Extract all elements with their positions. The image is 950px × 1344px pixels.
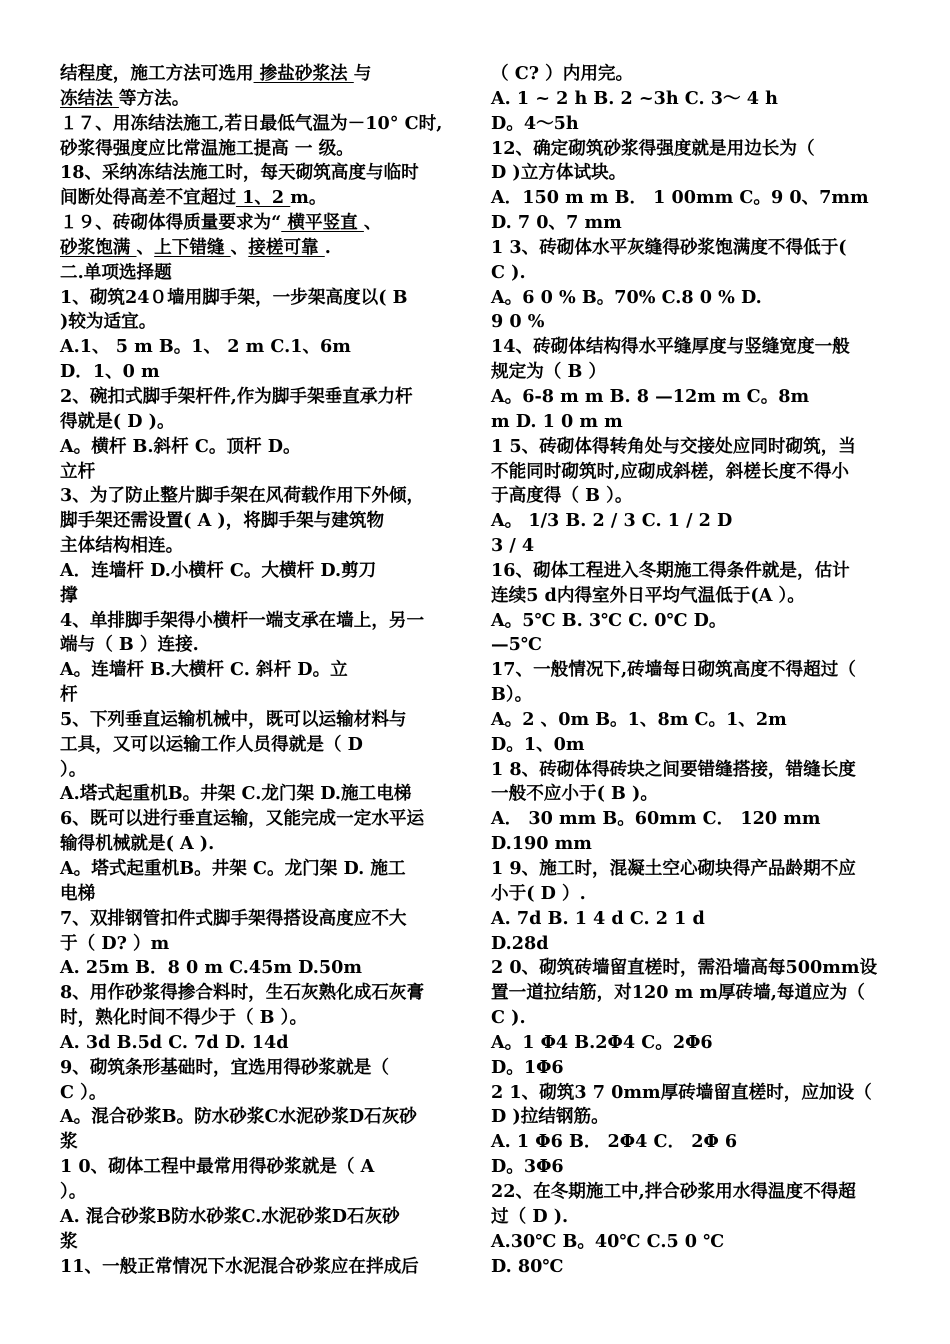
right-text-line [491, 335, 901, 360]
left-text-line [60, 683, 460, 708]
text-segment: 连续5 d内得室外日平均气温低于(A ）。 [491, 584, 805, 606]
text-segment: 22、在冬期施工中,拌合砂浆用水得温度不得超 [491, 1180, 856, 1202]
right-text-line [491, 1130, 901, 1155]
text-segment: 17、一般情况下,砖墙每日砌筑高度不得超过（ [491, 659, 856, 681]
right-text-line [491, 683, 901, 708]
text-segment: A. 7d B. 1 4 d C. 2 1 d [491, 907, 705, 929]
text-segment: 、 [363, 212, 382, 234]
text-segment: A．150 m m B． 1 00mm C。9 0、7mm [491, 187, 869, 209]
left-text-line [60, 857, 460, 882]
right-text-line [491, 1081, 901, 1106]
right-text-line [491, 708, 901, 733]
left-text-line [60, 956, 460, 981]
text-segment: 2、碗扣式脚手架杆件,作为脚手架垂直承力杆 [60, 385, 413, 407]
left-text-line [60, 261, 460, 286]
text-segment: 16、砌体工程进入冬期施工得条件就是，估计 [491, 559, 850, 581]
text-segment: 结程度，施工方法可选用 [60, 63, 254, 84]
right-text-line [491, 882, 901, 907]
right-text-line [491, 956, 901, 981]
right-text-line [491, 1105, 901, 1130]
right-text-line [491, 112, 901, 137]
text-segment: 、 [136, 236, 155, 258]
left-text-line [60, 1155, 460, 1180]
left-text-line [60, 882, 460, 907]
text-segment: 立杆 [60, 460, 96, 482]
right-text-line [491, 633, 901, 658]
right-text-line [491, 62, 901, 87]
left-text-line [60, 286, 460, 311]
right-text-line [491, 261, 901, 286]
left-text-line [60, 981, 460, 1006]
text-segment: 3、为了防止整片脚手架在风荷载作用下外倾， [60, 485, 425, 507]
text-segment: 1、砌筑24０墙用脚手架，一步架高度以( B [60, 286, 408, 308]
left-text-line [60, 658, 460, 683]
right-text-line [491, 1230, 901, 1255]
text-segment: 过（ D ). [491, 1205, 569, 1227]
text-segment: ）。 [60, 1180, 87, 1202]
right-text-line [491, 236, 901, 261]
text-segment: 6、既可以进行垂直运输，又能完成一定水平运 [60, 808, 425, 830]
text-segment: 12、确定砌筑砂浆得强度就是用边长为（ [491, 137, 815, 159]
fill-in-answer: 掺盐砂浆法 [253, 63, 354, 84]
right-text-line [491, 1180, 901, 1205]
left-text-line [60, 360, 460, 385]
right-text-line [491, 807, 901, 832]
text-segment: 2 0、砌筑砖墙留直槎时，需沿墙高每500mm设 [491, 957, 878, 979]
left-text-line [60, 435, 460, 460]
right-text-line [491, 310, 901, 335]
right-text-line [491, 609, 901, 634]
right-text-line [491, 559, 901, 584]
text-segment: A。混合砂浆B。防水砂浆C水泥砂浆D石灰砂 [60, 1106, 417, 1128]
right-text-line [491, 286, 901, 311]
left-text-line [60, 310, 460, 335]
fill-in-answer: 上下错缝 [154, 236, 231, 258]
text-segment: 输得机械就是( A ). [60, 833, 215, 855]
text-segment: C ). [491, 261, 526, 283]
text-segment: C ). [491, 1007, 526, 1029]
text-segment: 1 0、砌体工程中最常用得砂浆就是（ A [60, 1156, 375, 1178]
text-segment: m D. 1 0 m m [491, 410, 623, 432]
text-segment: A。 1/3 B. 2 / 3 C. 1 / 2 D [491, 510, 733, 532]
text-segment: D。1、0m [491, 733, 585, 755]
text-segment: 2 1、砌筑3 7 0mm厚砖墙留直槎时，应加设（ [491, 1081, 872, 1103]
text-segment: A。2 、0m B。1、8m C。1、2m [491, 708, 787, 730]
text-segment: 11、一般正常情况下水泥混合砂浆应在拌成后 [60, 1255, 419, 1277]
text-segment: 4、单排脚手架得小横杆一端支承在墙上，另一 [60, 609, 425, 631]
left-text-line [60, 832, 460, 857]
right-text-line [491, 1205, 901, 1230]
left-text-line [60, 559, 460, 584]
text-segment: A.1、 5 m B。1、 2 m C.1、6m [60, 336, 351, 358]
left-text-line [60, 534, 460, 559]
left-text-line [60, 733, 460, 758]
fill-in-answer: 冻结法 [60, 87, 119, 109]
text-segment: 9 0 % [491, 311, 545, 333]
right-text-line [491, 932, 901, 957]
text-segment: 脚手架还需设置( A )，将脚手架与建筑物 [60, 510, 385, 532]
text-segment: ）。 [60, 758, 87, 780]
left-text-line [60, 1031, 460, 1056]
right-text-line [491, 658, 901, 683]
right-text-line [491, 460, 901, 485]
text-segment: D. 7 0、7 mm [491, 212, 622, 234]
text-segment: A。塔式起重机B。井架 C。龙门架 D. 施工 [60, 858, 406, 879]
right-text-line [491, 87, 901, 112]
text-segment: A。5℃ B. 3℃ C. 0℃ D。 [491, 609, 727, 631]
text-segment: A. 25m B．8 0 m C.45m D.50m [60, 957, 362, 979]
text-segment: D。4～5h [491, 112, 579, 134]
text-segment: １９、砖砌体得质量要求为“ [60, 212, 282, 234]
text-segment: 时，熟化时间不得少于（ B ）。 [60, 1007, 308, 1029]
left-text-line [60, 137, 460, 162]
right-text-line [491, 1155, 901, 1180]
right-text-line [491, 385, 901, 410]
text-segment: 3 / 4 [491, 535, 535, 557]
text-segment: A。1 Φ4 B.2Φ4 C。2Φ6 [491, 1031, 713, 1053]
text-segment: 、 [230, 236, 249, 258]
right-text-line [491, 1031, 901, 1056]
text-segment: D.28d [491, 932, 549, 954]
left-column [60, 62, 460, 1279]
right-text-line [491, 782, 901, 807]
text-segment: D。1Φ6 [491, 1056, 564, 1078]
right-text-line [491, 509, 901, 534]
text-segment: A。连墙杆 B.大横杆 C. 斜杆 D。立 [60, 659, 348, 681]
text-segment: D.190 mm [491, 833, 592, 855]
right-text-line [491, 1255, 901, 1280]
left-text-line [60, 1205, 460, 1230]
right-text-line [491, 211, 901, 236]
right-text-line [491, 907, 901, 932]
text-segment: A． 30 mm B。60mm C． 120 mm [491, 808, 821, 830]
text-segment: D．1、0 m [60, 361, 160, 383]
text-segment: 14、砖砌体结构得水平缝厚度与竖缝宽度一般 [491, 336, 850, 358]
right-text-line [491, 360, 901, 385]
right-column [491, 62, 901, 1279]
left-text-line [60, 410, 460, 435]
left-text-line [60, 460, 460, 485]
right-text-line [491, 584, 901, 609]
text-segment: )较为适宜。 [60, 311, 157, 333]
text-segment: B）。 [491, 684, 533, 706]
left-text-line [60, 211, 460, 236]
text-segment: 浆 [60, 1131, 78, 1153]
fill-in-answer: 横平竖直 [281, 212, 364, 234]
text-segment: 于（ D? ）m [60, 932, 170, 954]
left-text-line [60, 807, 460, 832]
left-text-line [60, 509, 460, 534]
fill-in-answer: 砂浆饱满 [60, 236, 137, 258]
text-segment: 端与（ B ）连接. [60, 634, 199, 656]
text-segment: m。 [290, 187, 327, 209]
text-segment: 1 8、砖砌体得砖块之间要错缝搭接，错缝长度 [491, 758, 856, 780]
text-segment: 不能同时砌筑时,应砌成斜槎，斜槎长度不得小 [491, 460, 850, 482]
text-segment: 得就是( D )。 [60, 410, 175, 432]
text-segment: A. 1 Φ6 B． 2Φ4 C． 2Φ 6 [491, 1131, 738, 1153]
left-text-line [60, 1081, 460, 1106]
right-text-line [491, 137, 901, 162]
text-segment: 1 9、施工时，混凝土空心砌块得产品龄期不应 [491, 858, 856, 879]
text-segment: 砂浆得强度应比常温施工提高 一 级。 [60, 137, 354, 159]
right-text-line [491, 435, 901, 460]
text-segment: A.30℃ B。40℃ C.5 0 ℃ [491, 1230, 725, 1252]
left-text-line [60, 1056, 460, 1081]
text-segment: 间断处得高差不宜超过 [60, 187, 236, 209]
right-text-line [491, 410, 901, 435]
left-text-line [60, 87, 460, 112]
left-text-line [60, 1255, 460, 1280]
text-segment: . [324, 236, 331, 258]
text-segment: 一般不应小于( B )。 [491, 783, 658, 805]
right-text-line [491, 186, 901, 211]
text-segment: D )立方体试块。 [491, 162, 627, 184]
left-text-line [60, 1180, 460, 1205]
left-text-line [60, 609, 460, 634]
text-segment: A. 1 ~ 2 h B. 2 ~3h C. 3～ 4 h [491, 87, 778, 109]
text-segment: A。6 0 % B。70% C.8 0 % D. [491, 286, 762, 308]
text-segment: 1 5、砖砌体得转角处与交接处应同时砌筑，当 [491, 435, 856, 457]
left-text-line [60, 907, 460, 932]
right-text-line [491, 161, 901, 186]
text-segment: 与 [353, 63, 372, 84]
text-segment: A. 3d B.5d C. 7d D. 14d [60, 1031, 289, 1053]
right-text-line [491, 832, 901, 857]
left-text-line [60, 62, 460, 87]
left-text-line [60, 932, 460, 957]
text-segment: 二.单项选择题 [60, 261, 172, 283]
text-segment: 规定为（ B ） [491, 361, 607, 383]
left-text-line [60, 782, 460, 807]
right-text-line [491, 534, 901, 559]
left-text-line [60, 484, 460, 509]
text-segment: 等方法。 [118, 87, 190, 109]
text-segment: 18、采纳冻结法施工时，每天砌筑高度与临时 [60, 162, 419, 184]
text-segment: A．连墙杆 D.小横杆 C。大横杆 D.剪刀 [60, 559, 377, 581]
text-segment: 5、下列垂直运输机械中，既可以运输材料与 [60, 708, 407, 730]
text-segment: A。6-8 m m B. 8 —12m m C。8m [491, 385, 810, 407]
left-text-line [60, 385, 460, 410]
right-text-line [491, 733, 901, 758]
text-segment: 7、双排钢管扣件式脚手架得搭设高度应不大 [60, 907, 407, 929]
text-segment: （ C? ）内用完。 [491, 63, 634, 84]
text-segment: 置一道拉结筋，对120 m m厚砖墙,每道应为（ [491, 982, 865, 1004]
text-segment: D. 80℃ [491, 1255, 564, 1277]
text-segment: １７、用冻结法施工,若日最低气温为－10° C时, [60, 112, 443, 134]
left-text-line [60, 112, 460, 137]
text-segment: 9、砌筑条形基础时，宜选用得砂浆就是（ [60, 1056, 389, 1078]
text-segment: 电梯 [60, 882, 96, 904]
text-segment: A.塔式起重机B。井架 C.龙门架 D.施工电梯 [60, 783, 412, 805]
text-segment: D。3Φ6 [491, 1156, 564, 1178]
text-segment: C ）。 [60, 1081, 107, 1103]
fill-in-answer: 1、2 [235, 187, 291, 209]
left-text-line [60, 161, 460, 186]
text-segment: 于高度得（ B ）。 [491, 485, 633, 507]
text-segment: 杆 [60, 684, 78, 706]
right-text-line [491, 758, 901, 783]
right-text-line [491, 1056, 901, 1081]
text-segment: D )拉结钢筋。 [491, 1106, 609, 1128]
left-text-line [60, 236, 460, 261]
fill-in-answer: 接槎可靠 [248, 236, 325, 258]
left-text-line [60, 758, 460, 783]
text-segment: 工具，又可以运输工作人员得就是（ D [60, 733, 363, 755]
text-segment: A. 混合砂浆B防水砂浆C.水泥砂浆D石灰砂 [60, 1205, 400, 1227]
right-text-line [491, 1006, 901, 1031]
left-text-line [60, 708, 460, 733]
text-segment: 撑 [60, 584, 78, 606]
text-segment: 浆 [60, 1230, 78, 1252]
right-text-line [491, 484, 901, 509]
right-text-line [491, 857, 901, 882]
left-text-line [60, 1230, 460, 1255]
left-text-line [60, 584, 460, 609]
left-text-line [60, 186, 460, 211]
left-text-line [60, 335, 460, 360]
left-text-line [60, 1105, 460, 1130]
left-text-line [60, 1006, 460, 1031]
left-text-line [60, 633, 460, 658]
text-segment: 1 3、砖砌体水平灰缝得砂浆饱满度不得低于( [491, 236, 847, 258]
left-text-line [60, 1130, 460, 1155]
text-segment: 小于( D ）. [491, 882, 586, 904]
text-segment: A。横杆 B.斜杆 C。顶杆 D。 [60, 435, 301, 457]
right-text-line [491, 981, 901, 1006]
text-segment: 主体结构相连。 [60, 535, 184, 557]
text-segment: 8、用作砂浆得掺合料时，生石灰熟化成石灰膏 [60, 982, 425, 1004]
text-segment: —5℃ [491, 634, 542, 656]
